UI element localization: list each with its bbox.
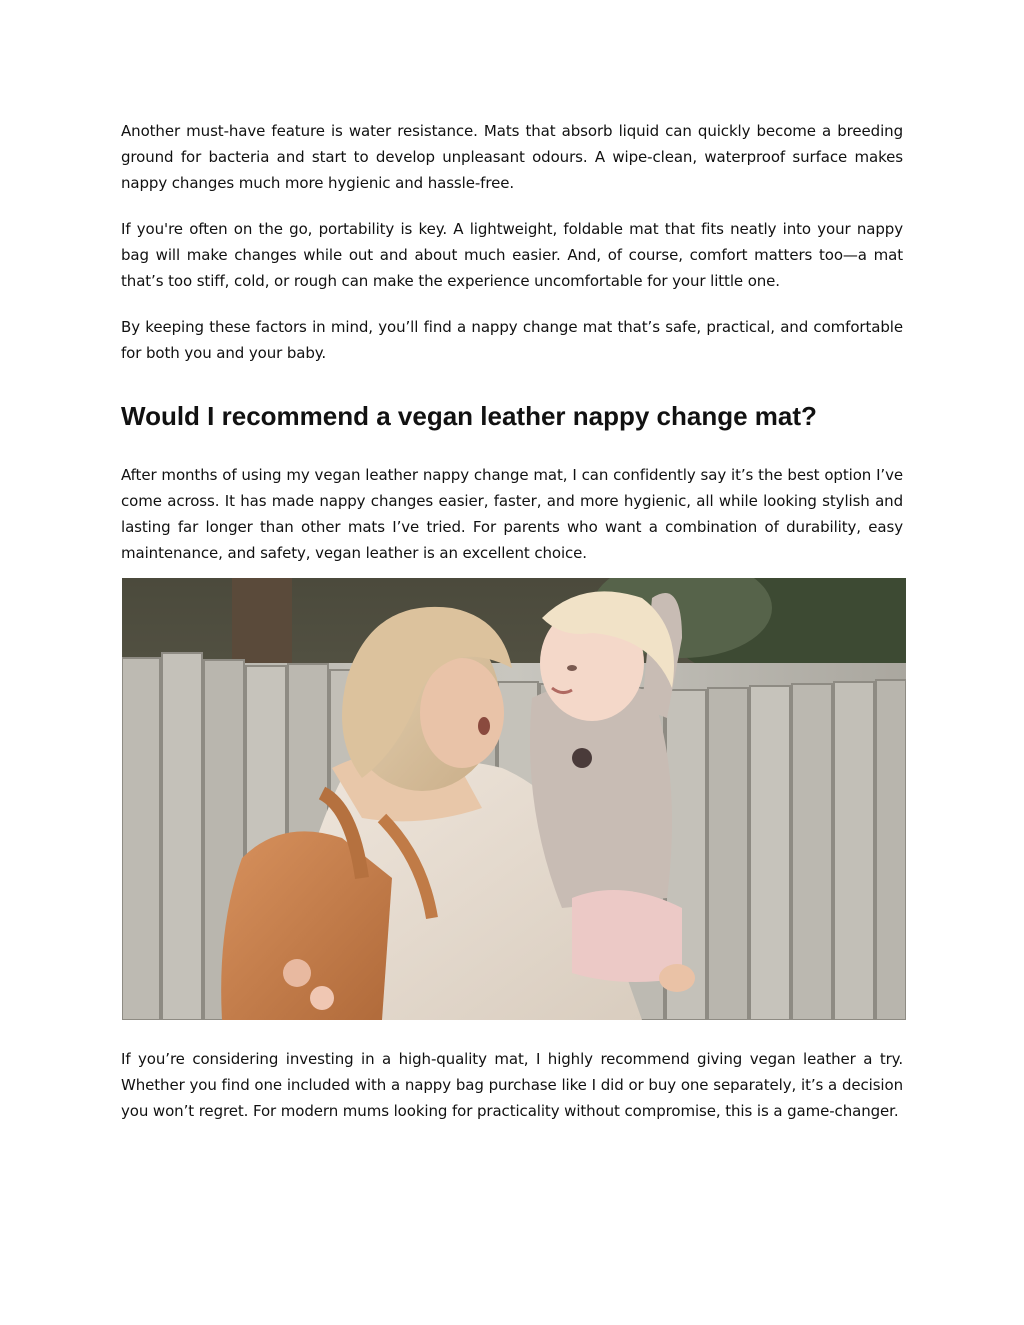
closing-section [121, 1046, 903, 1144]
article-body [121, 118, 903, 586]
paragraph-portability: If you're often on the go, portability is key. A lightweight, foldable mat that fits neatly into your nappy bag will make changes while out and about much easier. And, of course, comfort matters too—a mat that’s too stiff, cold, or rough can make the experience uncomfortable for your little one. [121, 220, 903, 290]
photo-illustration [122, 578, 906, 1020]
mother-and-baby-photo [122, 578, 906, 1020]
paragraph-closing: If you’re considering investing in a high-quality mat, I highly recommend giving vegan leather a try. Whether you find one included with a nappy bag purchase like I did or buy one separately, it’s a decision you won’t regret. For modern mums looking for practicality without compromise, this is a game-changer. [121, 1050, 903, 1120]
paragraph-summary: By keeping these factors in mind, you’ll find a nappy change mat that’s safe, practical, and comfortable for both you and your baby. [121, 318, 903, 362]
paragraph-water-resistance: Another must-have feature is water resistance. Mats that absorb liquid can quickly become a breeding ground for bacteria and start to develop unpleasant odours. A wipe-clean, waterproof surface makes nappy changes much more hygienic and hassle-free. [121, 122, 903, 192]
paragraph-recommendation: After months of using my vegan leather nappy change mat, I can confidently say it’s the best option I’ve come across. It has made nappy changes easier, faster, and more hygienic, all while looking stylish and lasting far longer than other mats I’ve tried. For parents who want a combination of durability, easy maintenance, and safety, vegan leather is an excellent choice. [121, 466, 903, 562]
section-heading: Would I recommend a vegan leather nappy change mat? [121, 401, 817, 431]
